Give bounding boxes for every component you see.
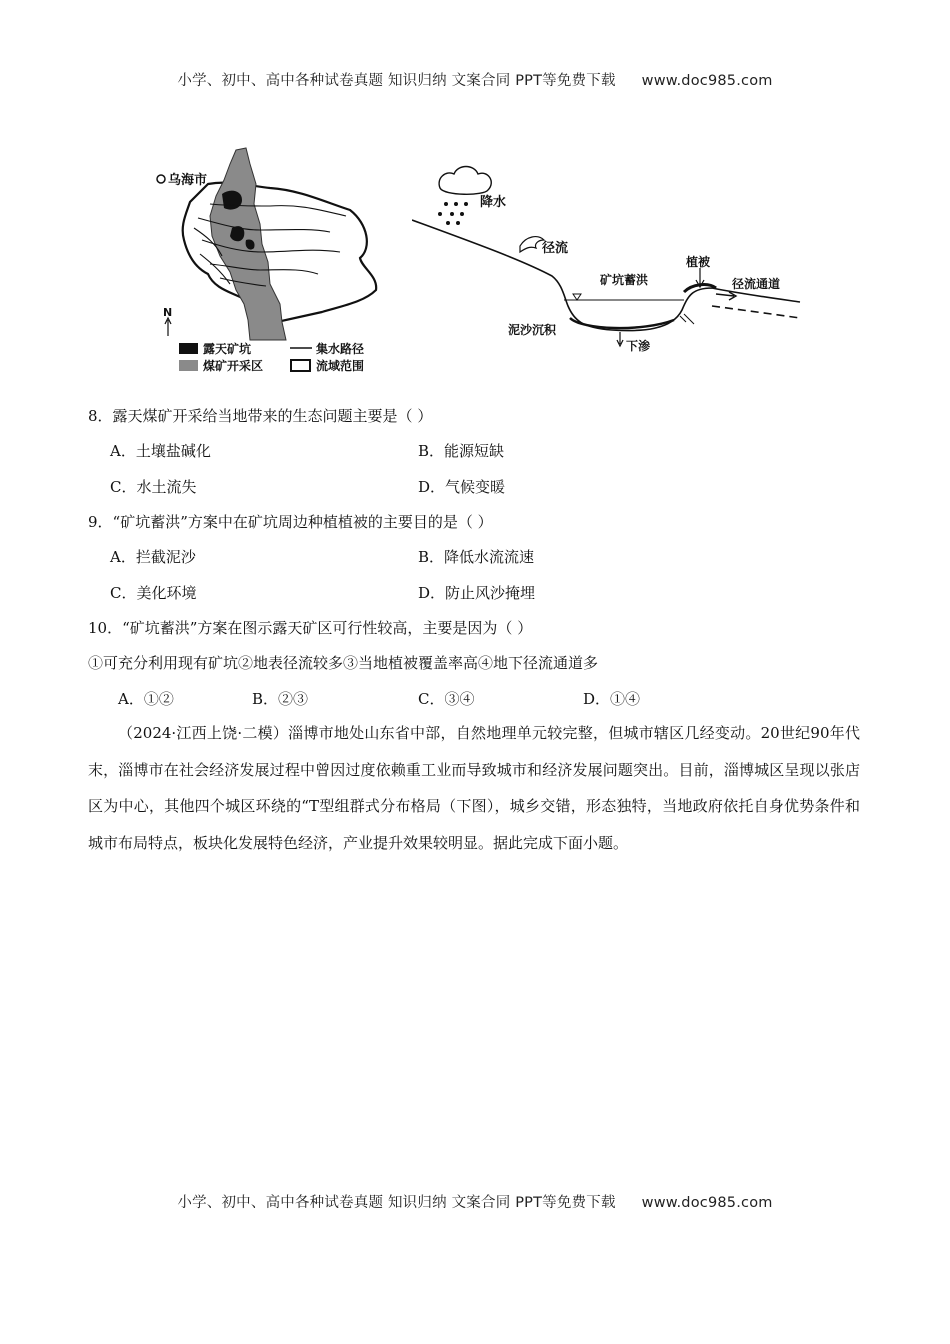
cloud-icon xyxy=(439,167,491,195)
legend-mining: 煤矿开采区 xyxy=(203,359,264,373)
city-marker xyxy=(157,175,165,183)
q8-option-a[interactable]: A．土壤盐碱化 xyxy=(110,442,211,460)
storage-label: 矿坑蓄洪 xyxy=(600,273,649,287)
channel-label: 径流通道 xyxy=(732,277,781,291)
q9-option-b[interactable]: B．降低水流流速 xyxy=(418,548,535,566)
channel-arrow-icon xyxy=(716,292,736,300)
vegetation-label: 植被 xyxy=(686,255,711,269)
question-10-statements: ①可充分利用现有矿坑②地表径流较多③当地植被覆盖率高④地下径流通道多 xyxy=(88,654,599,672)
question-10-stem: 10．“矿坑蓄洪”方案在图示露天矿区可行性较高，主要是因为（ ） xyxy=(88,619,533,637)
legend-basin: 流域范围 xyxy=(316,359,365,373)
passage-text: （2024·江西上饶·二模）淄博市地处山东省中部，自然地理单元较完整，但城市辖区几经变动。20世纪90年代末，淄博市在社会经济发展过程中曾因过度依赖重工业而导致城市和经济发展问题突出。目前，淄博城区呈现以张店区为中心，其他四个城区环绕的“T型组群式分布格局（下图），城乡交错，形态独特，当地政府依托自身优势条件和城市布局特点，板块化发展特色经济，产业提升效果较明显。据此完成下面小题。 xyxy=(88,724,860,852)
question-9-stem: 9．“矿坑蓄洪”方案中在矿坑周边种植植被的主要目的是（ ） xyxy=(88,513,493,531)
q10-option-c[interactable]: C．③④ xyxy=(418,690,475,708)
legend-pit-swatch xyxy=(179,343,198,354)
q8-option-b[interactable]: B．能源短缺 xyxy=(418,442,505,460)
legend-mining-swatch xyxy=(179,360,198,371)
seepage-arrow-icon xyxy=(617,332,623,346)
legend-path: 集水路径 xyxy=(316,342,365,356)
seepage-marks xyxy=(680,314,694,324)
rain-drops-icon xyxy=(438,202,468,225)
water-level-icon xyxy=(573,294,581,300)
header-url[interactable]: www.doc985.com xyxy=(641,73,773,89)
q9-option-c[interactable]: C．美化环境 xyxy=(110,584,197,602)
q9-option-d[interactable]: D．防止风沙掩埋 xyxy=(418,584,536,602)
rain-label: 降水 xyxy=(480,195,507,210)
footer-url[interactable]: www.doc985.com xyxy=(641,1195,773,1211)
city-label: 乌海市 xyxy=(168,173,208,188)
runoff-label: 径流 xyxy=(542,241,569,256)
runoff-wave-icon xyxy=(520,237,544,252)
channel-path xyxy=(712,306,800,318)
q10-option-b[interactable]: B．②③ xyxy=(252,690,309,708)
north-label: N xyxy=(163,306,173,319)
q8-option-c[interactable]: C．水土流失 xyxy=(110,478,197,496)
page-footer xyxy=(0,1191,950,1212)
q10-option-a[interactable]: A．①② xyxy=(118,690,174,708)
q9-option-a[interactable]: A．拦截泥沙 xyxy=(110,548,196,566)
header-text: 小学、初中、高中各种试卷真题 知识归纳 文案合同 PPT等免费下载 xyxy=(177,73,616,89)
mine-flood-storage-diagram xyxy=(412,160,804,360)
question-8-stem: 8．露天煤矿开采给当地带来的生态问题主要是（ ） xyxy=(88,407,433,425)
page-header xyxy=(0,69,950,90)
legend-basin-swatch xyxy=(291,360,310,371)
q8-option-d[interactable]: D．气候变暖 xyxy=(418,478,506,496)
legend-pit: 露天矿坑 xyxy=(203,342,252,356)
sediment-label: 泥沙沉积 xyxy=(508,323,557,337)
basin-map xyxy=(150,144,390,380)
passage xyxy=(88,715,860,861)
seepage-label: 下渗 xyxy=(626,339,651,353)
footer-text: 小学、初中、高中各种试卷真题 知识归纳 文案合同 PPT等免费下载 xyxy=(177,1195,616,1211)
q10-option-d[interactable]: D．①④ xyxy=(583,690,641,708)
